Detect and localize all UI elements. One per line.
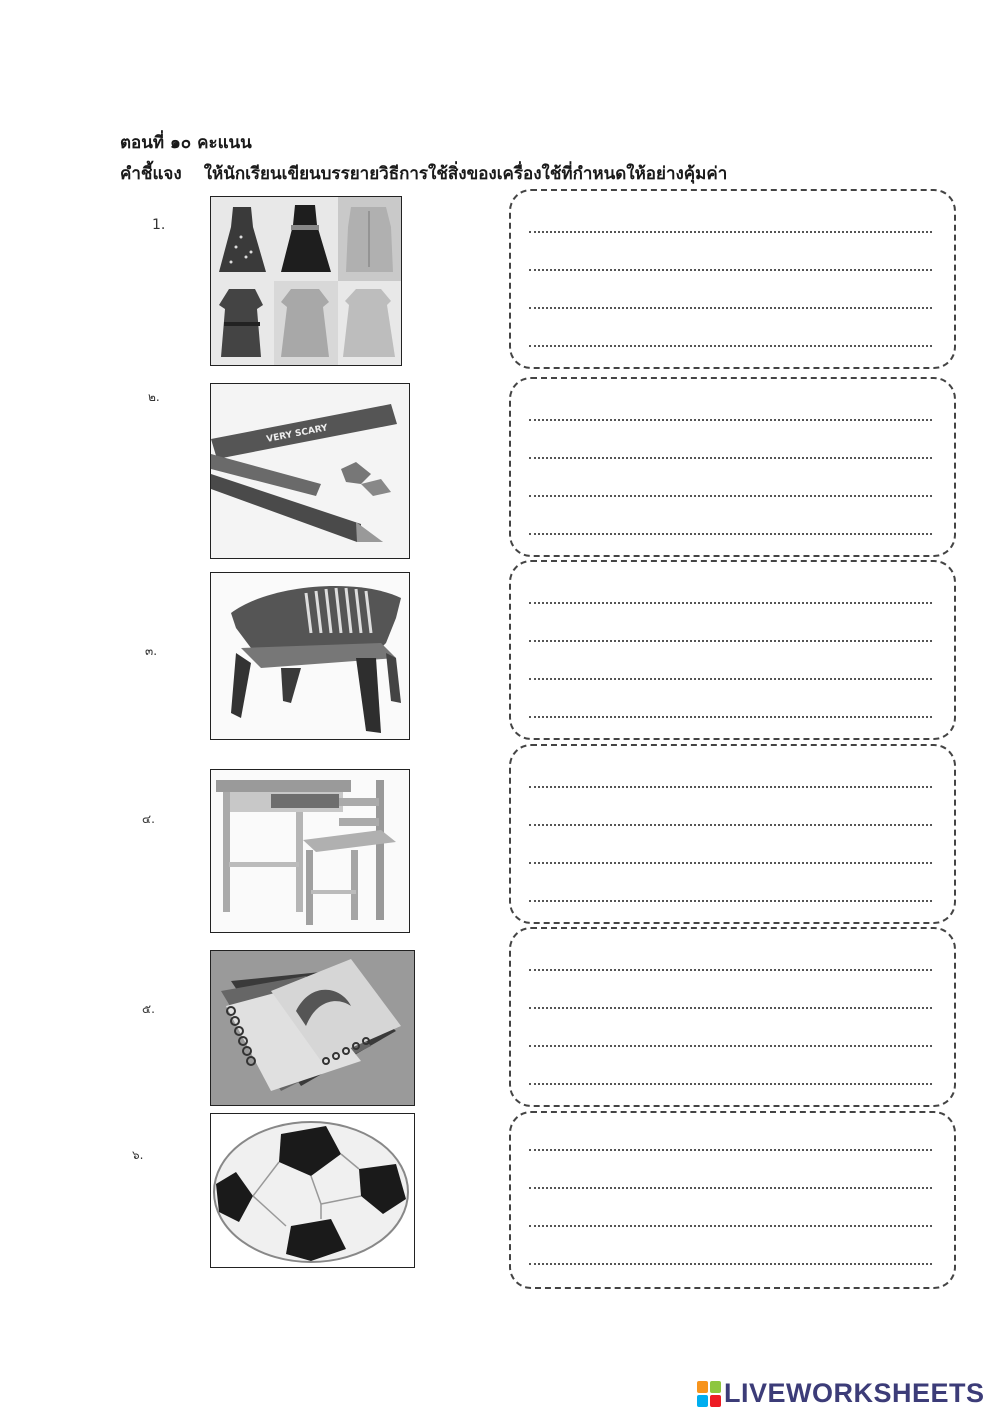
liveworksheets-logo <box>697 1378 985 1409</box>
section-title: ตอนที่ ๑๐ คะแนน <box>120 133 252 153</box>
instruction <box>120 160 727 187</box>
instruction-label: คำชี้แจง <box>120 164 182 184</box>
answer-box[interactable] <box>509 1111 956 1289</box>
item-number: ๖. <box>132 1148 144 1162</box>
item-number: 1. <box>152 217 166 233</box>
liveworksheets-logo-icon <box>697 1381 721 1407</box>
instruction-text: ให้นักเรียนเขียนบรรยายวิธีการใช้สิ่งของเครื่องใช้ที่กำหนดให้อย่างคุ้มค่า <box>203 164 728 184</box>
answer-box[interactable] <box>509 744 956 924</box>
item-number: ๓. <box>145 644 158 658</box>
answer-box[interactable] <box>509 377 956 557</box>
item-number: ๔. <box>142 812 155 826</box>
answer-box[interactable] <box>509 560 956 740</box>
desk-chair-image <box>210 769 410 933</box>
answer-box[interactable] <box>509 189 956 369</box>
item-number: ๒. <box>148 390 160 404</box>
soccer-ball-image <box>210 1113 415 1268</box>
pencils-image <box>210 383 410 559</box>
answer-box[interactable] <box>509 927 956 1107</box>
notebooks-image <box>210 950 415 1106</box>
dresses-image <box>210 196 402 366</box>
brand-name: LIVEWORKSHEETS <box>724 1378 985 1408</box>
chair-image <box>210 572 410 740</box>
item-number: ๕. <box>142 1002 155 1016</box>
svg-text:VERY SCARY: VERY SCARY <box>265 423 329 445</box>
